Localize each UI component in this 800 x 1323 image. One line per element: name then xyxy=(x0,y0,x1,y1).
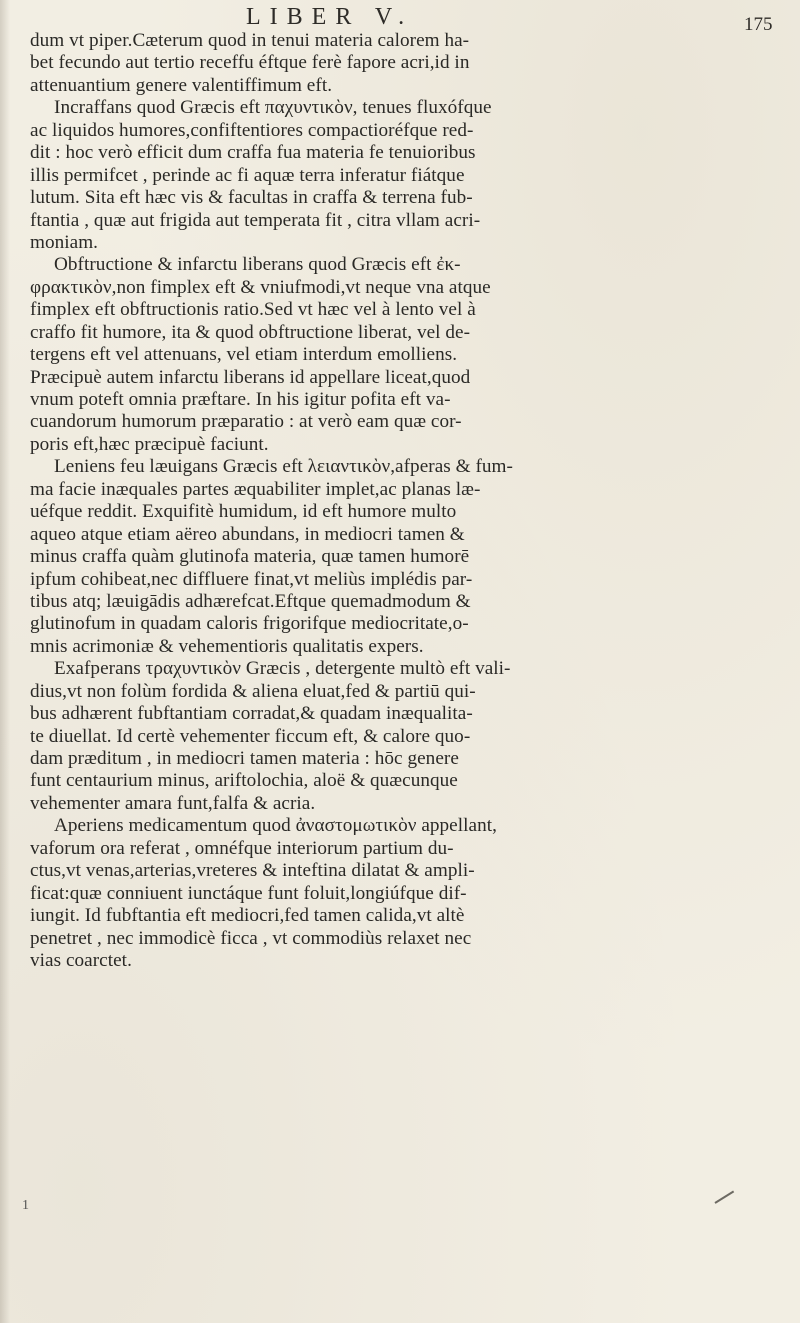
text-line: illis permifcet , perinde ac fi aquæ terra inferatur fiátque xyxy=(30,164,465,186)
text-line: dum vt piper.Cæterum quod in tenui materia calorem ha- xyxy=(30,30,470,51)
text-line: cuandorum humorum præparatio : at verò eam quæ cor- xyxy=(30,411,462,433)
footer-mark: 1 xyxy=(22,1198,29,1213)
paragraph xyxy=(30,456,780,658)
pencil-mark xyxy=(714,1190,734,1203)
gutter-shadow xyxy=(0,0,10,1323)
text-line: te diuellat. Id certè vehementer ficcum eft, & calore quo- xyxy=(30,725,471,747)
text-line: dius,vt non folùm fordida & aliena eluat,fed & partiū qui- xyxy=(30,680,476,702)
text-line: lutum. Sita eft hæc vis & facultas in craffa & terrena fub- xyxy=(30,187,473,209)
text-line: aqueo atque etiam aëreo abundans, in mediocri tamen & xyxy=(30,523,465,545)
text-line: dit : hoc verò efficit dum craffa fua materia fe tenuioribus xyxy=(30,142,476,164)
text-line: tibus atq; læuigādis adhærefcat.Eftque quemadmodum & xyxy=(30,590,471,612)
body-text xyxy=(30,30,780,972)
paragraph xyxy=(30,254,780,456)
text-line: Incraffans quod Græcis eft παχυντικὸν, tenues fluxófque xyxy=(54,97,492,119)
text-line: attenuantium genere valentiffimum eft. xyxy=(30,74,333,96)
text-line: ctus,vt venas,arterias,vreteres & inteftina dilatat & ampli- xyxy=(30,860,475,882)
text-line: Præcipuè autem infarctu liberans id appellare liceat,quod xyxy=(30,366,471,388)
text-line: ipfum cohibeat,nec diffluere finat,vt meliùs implédis par- xyxy=(30,568,473,590)
text-line: φρακτικὸν,non fimplex eft & vniufmodi,vt neque vna atque xyxy=(30,276,491,298)
page-number: 175 xyxy=(744,14,773,35)
text-line: mnis acrimoniæ & vehementioris qualitatis expers. xyxy=(30,635,424,657)
text-line: Aperiens medicamentum quod ἀναστομωτικὸν appellant, xyxy=(54,815,497,837)
paragraph xyxy=(30,658,780,815)
text-line: fimplex eft obftructionis ratio.Sed vt hæc vel à lento vel à xyxy=(30,299,476,321)
text-line: funt centaurium minus, ariftolochia, aloë & quæcunque xyxy=(30,770,458,792)
text-line: tergens eft vel attenuans, vel etiam interdum emolliens. xyxy=(30,344,458,366)
text-line: ftantia , quæ aut frigida aut temperata fit , citra vllam acri- xyxy=(30,209,481,231)
text-line: vias coarctet. xyxy=(30,949,132,971)
text-line: penetret , nec immodicè ficca , vt commodiùs relaxet nec xyxy=(30,927,472,949)
text-line: poris eft,hæc præcipuè faciunt. xyxy=(30,433,269,455)
text-line: Obftructione & infarctu liberans quod Græcis eft ἐκ- xyxy=(54,254,461,276)
text-line: vaforum ora referat , omnéfque interiorum partium du- xyxy=(30,837,454,859)
text-line: minus craffa quàm glutinofa materia, quæ tamen humorē xyxy=(30,546,470,568)
text-line: Exafperans τραχυντικὸν Græcis , detergente multò eft vali- xyxy=(54,658,511,680)
text-line: craffo fit humore, ita & quod obftructione liberat, vel de- xyxy=(30,321,471,343)
paragraph xyxy=(30,97,780,254)
text-line: moniam. xyxy=(30,231,99,253)
running-head: LIBER V. xyxy=(246,4,414,30)
text-line: ac liquidos humores,confiftentiores compactioréfque red- xyxy=(30,119,474,141)
text-line: bus adhærent fubftantiam corradat,& quadam inæqualita- xyxy=(30,703,473,725)
text-line: ma facie inæquales partes æquabiliter implet,ac planas læ- xyxy=(30,478,481,500)
paragraph xyxy=(30,815,780,972)
text-line: glutinofum in quadam caloris frigorifque mediocritate,o- xyxy=(30,613,469,635)
text-line: dam præditum , in mediocri tamen materia : hōc genere xyxy=(30,748,459,769)
text-line: uéfque reddit. Exquifitè humidum, id eft humore multo xyxy=(30,501,457,523)
text-line: iungit. Id fubftantia eft mediocri,fed tamen calida,vt altè xyxy=(30,905,465,927)
text-line: Leniens feu læuigans Græcis eft λειαντικὸν,afperas & fum- xyxy=(54,456,513,478)
text-line: ficat:quæ conniuent iunctáque funt foluit,longiúfque dif- xyxy=(30,882,467,904)
text-line: bet fecundo aut tertio receffu éftque ferè fapore acri,id in xyxy=(30,52,470,74)
text-line: vnum poteft omnia præftare. In his igitur pofita eft va- xyxy=(30,389,451,410)
text-line: vehementer amara funt,falfa & acria. xyxy=(30,792,316,814)
paragraph xyxy=(30,30,780,97)
